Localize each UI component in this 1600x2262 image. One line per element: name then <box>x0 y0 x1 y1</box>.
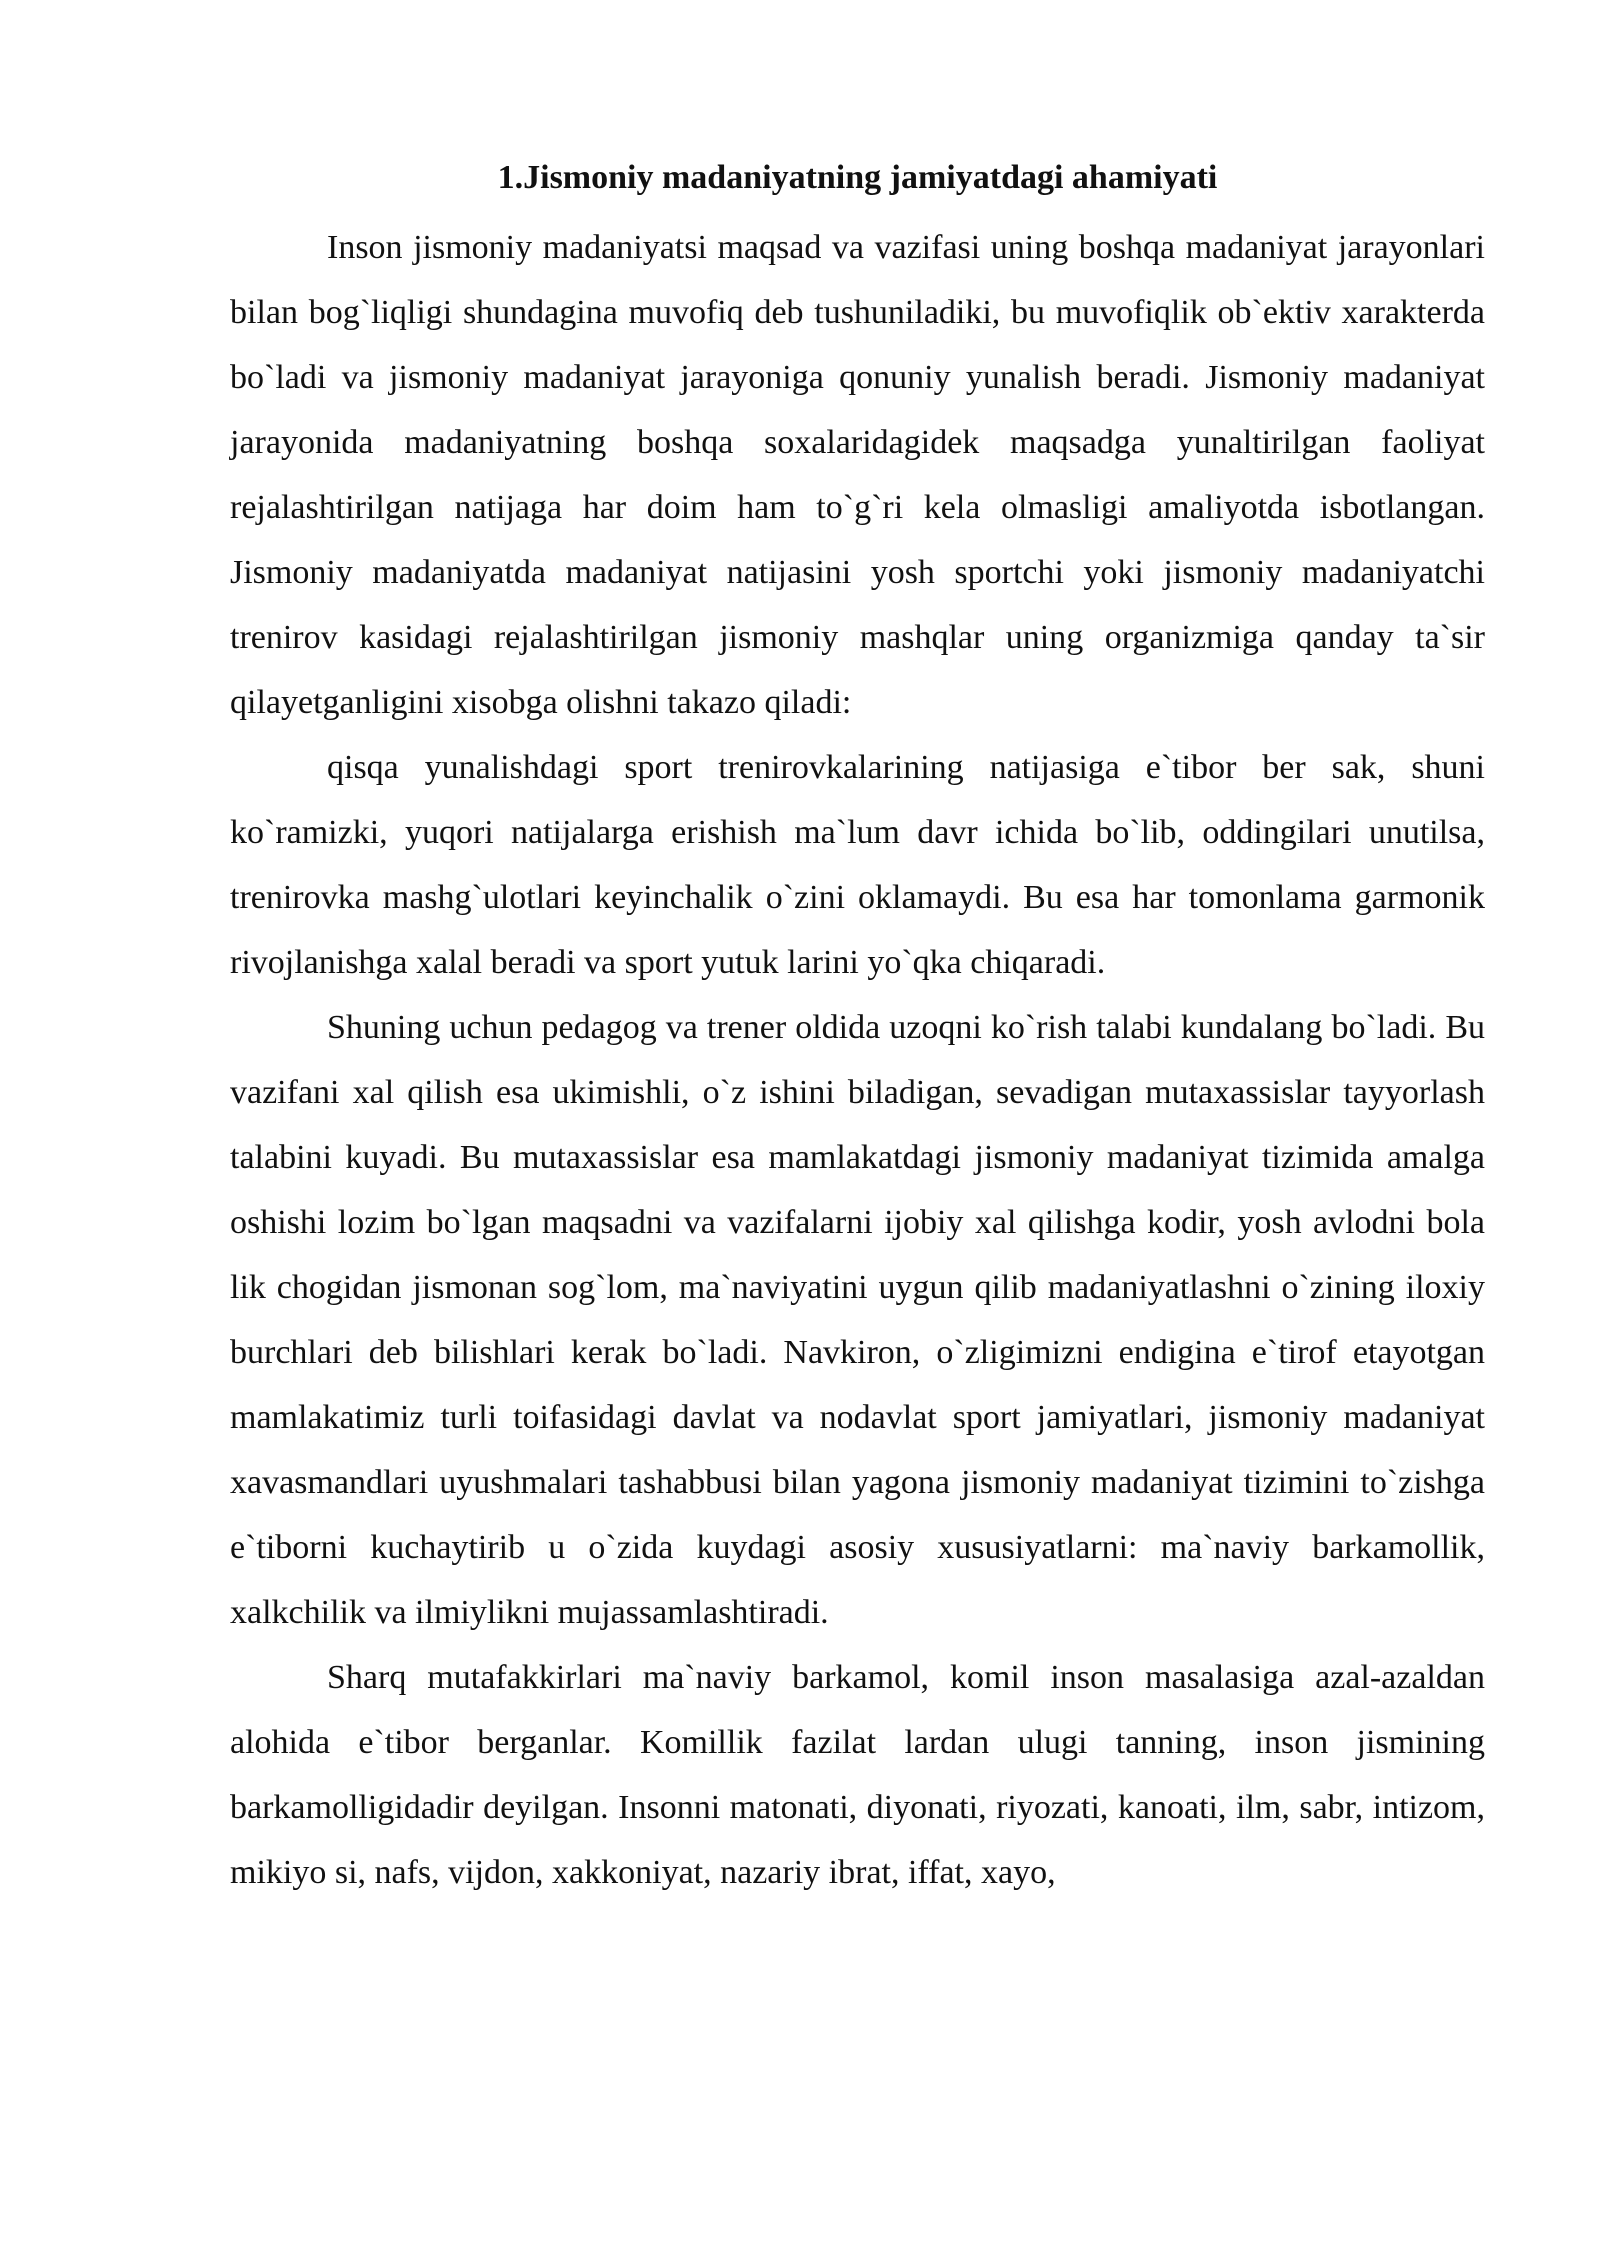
paragraph: Shuning uchun pedagog va trener oldida uzoqni ko`rish talabi kundalang bo`ladi. Bu vazifani xal qilish esa ukimishli, o`z ishini biladigan, sevadigan mutaxassislar tayyorlash talabini kuyadi. Bu mutaxassislar esa mamlakatdagi jismoniy madaniyat tizimida amalga oshishi lozim bo`lgan maqsadni va vazifalarni ijobiy xal qilishga kodir, yosh avlodni bola lik chogidan jismonan sog`lom, ma`naviyatini uygun qilib madaniyatlashni o`zining iloxiy burchlari deb bilishlari kerak bo`ladi. Navkiron, o`zligimizni endigina e`tirof etayotgan mamlakatimiz turli toifasidagi davlat va nodavlat sport jamiyatlari, jismoniy madaniyat xavasmandlari uyushmalari tashabbusi bilan yagona jismoniy madaniyat tizimini to`zishga e`tiborni kuchaytirib u o`zida kuydagi asosiy xususiyatlarni: ma`naviy barkamollik, xalkchilik va ilmiylikni mujassamlashtiradi. <box>230 1009 1485 1631</box>
document-page <box>230 150 1485 1905</box>
document-title: 1.Jismoniy madaniyatning jamiyatdagi ahamiyati <box>497 159 1218 196</box>
paragraph: Sharq mutafakkirlari ma`naviy barkamol, komil inson masalasiga azal-azaldan alohida e`tibor berganlar. Komillik fazilat lardan ulugi tanning, inson jismining barkamolligidadir deyilgan. Insonni matonati, diyonati, riyozati, kanoati, ilm, sabr, intizom, mikiyo si, nafs, vijdon, xakkoniyat, nazariy ibrat, iffat, xayo, <box>230 1659 1485 1891</box>
paragraph: qisqa yunalishdagi sport trenirovkalarining natijasiga e`tibor ber sak, shuni ko`ramizki, yuqori natijalarga erishish ma`lum davr ichida bo`lib, oddingilari unutilsa, trenirovka mashg`ulotlari keyinchalik o`zini oklamaydi. Bu esa har tomonlama garmonik rivojlanishga xalal beradi va sport yutuk larini yo`qka chiqaradi. <box>230 749 1485 981</box>
paragraph: Inson jismoniy madaniyatsi maqsad va vazifasi uning boshqa madaniyat jarayonlari bilan bog`liqligi shundagina muvofiq deb tushuniladiki, bu muvofiqlik ob`ektiv xarakterda bo`ladi va jismoniy madaniyat jarayoniga qonuniy yunalish beradi. Jismoniy madaniyat jarayonida madaniyatning boshqa soxalaridagidek maqsadga yunaltirilgan faoliyat rejalashtirilgan natijaga har doim ham to`g`ri kela olmasligi amaliyotda isbotlangan. Jismoniy madaniyatda madaniyat natijasini yosh sportchi yoki jismoniy madaniyatchi trenirov kasidagi rejalashtirilgan jismoniy mashqlar uning organizmiga qanday ta`sir qilayetganligini xisobga olishni takazo qiladi: <box>230 229 1485 721</box>
